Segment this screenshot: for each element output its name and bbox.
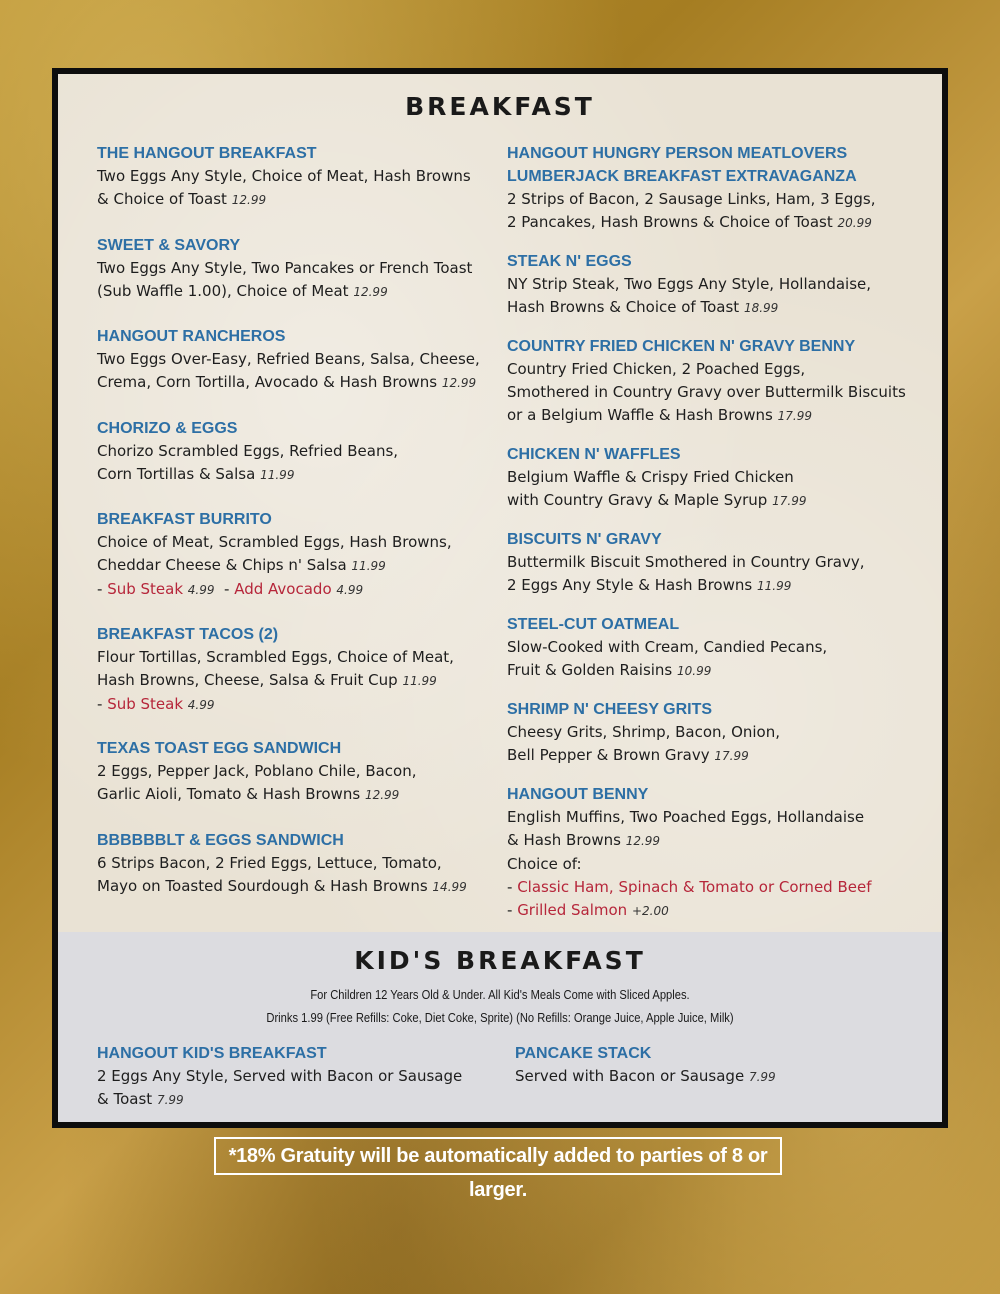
menu-item	[97, 508, 497, 623]
item-name: TEXAS TOAST EGG SANDWICH	[97, 740, 342, 757]
item-desc: Buttermilk Biscuit Smothered in Country Gravy, 2 Eggs Any Style & Hash Browns 11.99	[507, 553, 865, 594]
item-name: COUNTRY FRIED CHICKEN N' GRAVY BENNY	[507, 338, 856, 355]
item-price: 17.99	[777, 409, 812, 423]
item-desc: Belgium Waffle & Crispy Fried Chicken with Country Gravy & Maple Syrup 17.99	[507, 468, 807, 509]
menu-item	[507, 250, 927, 335]
item-name: HANGOUT BENNY	[507, 786, 649, 803]
menu-item	[97, 325, 497, 417]
item-price: 17.99	[714, 749, 749, 763]
item-name: HANGOUT RANCHEROS	[97, 328, 286, 345]
menu-item	[515, 1042, 915, 1089]
kids-note: For Children 12 Years Old & Under. All Kid's Meals Come with Sliced Apples.	[310, 987, 690, 1002]
item-price: 11.99	[351, 559, 386, 573]
item-price: 12.99	[353, 285, 388, 299]
item-name-line2: LUMBERJACK BREAKFAST EXTRAVAGANZA	[507, 168, 857, 185]
item-name: CHICKEN N' WAFFLES	[507, 446, 681, 463]
item-price: 10.99	[677, 664, 712, 678]
item-desc: Country Fried Chicken, 2 Poached Eggs, Smothered in Country Gravy over Buttermilk Biscuits or a Belgium Waffle & Hash Browns 17.99	[507, 360, 906, 424]
item-price: 12.99	[441, 376, 477, 390]
item-name: BBBBBBLT & EGGS SANDWICH	[97, 832, 344, 849]
menu-item	[97, 623, 497, 737]
choice-option: Grilled Salmon	[517, 901, 628, 919]
item-name: BREAKFAST BURRITO	[97, 511, 272, 528]
menu-item	[97, 417, 497, 508]
item-desc: 2 Eggs, Pepper Jack, Poblano Chile, Bacon, Garlic Aioli, Tomato & Hash Browns 12.99	[97, 762, 417, 803]
item-price: 11.99	[260, 468, 295, 482]
item-desc: NY Strip Steak, Two Eggs Any Style, Hollandaise, Hash Browns & Choice of Toast 18.99	[507, 275, 872, 316]
addon-label: Add Avocado	[234, 580, 332, 598]
kids-title: KID'S BREAKFAST	[354, 946, 646, 975]
item-price: 11.99	[756, 579, 792, 593]
menu-item	[507, 783, 927, 923]
item-name: CHORIZO & EGGS	[97, 420, 238, 437]
item-desc: Chorizo Scrambled Eggs, Refried Beans, Corn Tortillas & Salsa 11.99	[97, 442, 399, 483]
item-name: BREAKFAST TACOS (2)	[97, 626, 279, 643]
menu-item	[507, 335, 927, 443]
item-price: 12.99	[625, 834, 661, 848]
item-name: PANCAKE STACK	[515, 1045, 652, 1062]
item-price: 12.99	[231, 193, 267, 207]
menu-item	[507, 613, 927, 698]
item-price: 14.99	[432, 880, 467, 894]
item-name: SHRIMP N' CHEESY GRITS	[507, 701, 713, 718]
item-name: SWEET & SAVORY	[97, 237, 241, 254]
addon-label: Sub Steak	[107, 695, 184, 713]
breakfast-left-column	[97, 142, 497, 899]
item-desc: Choice of Meat, Scrambled Eggs, Hash Browns, Cheddar Cheese & Chips n' Salsa 11.99 - Sub Steak 4.99 - Add Avocado 4.99	[97, 533, 452, 598]
item-desc: Two Eggs Any Style, Two Pancakes or French Toast (Sub Waffle 1.00), Choice of Meat 12.99	[97, 259, 473, 300]
item-price: 7.99	[748, 1070, 776, 1084]
item-price: 18.99	[743, 301, 779, 315]
item-name: HANGOUT HUNGRY PERSON MEATLOVERS	[507, 145, 848, 162]
item-desc: 2 Eggs Any Style, Served with Bacon or Sausage & Toast 7.99	[97, 1067, 463, 1108]
item-price: 20.99	[837, 216, 872, 230]
menu-item	[97, 1042, 497, 1112]
choice-option: Classic Ham, Spinach & Tomato or Corned Beef	[517, 878, 872, 896]
menu-item	[507, 443, 927, 528]
item-desc: 6 Strips Bacon, 2 Fried Eggs, Lettuce, Tomato, Mayo on Toasted Sourdough & Hash Browns 14.99	[97, 854, 467, 895]
menu-item	[97, 142, 497, 234]
menu-item	[507, 698, 927, 783]
item-name: THE HANGOUT BREAKFAST	[97, 145, 317, 162]
item-desc: English Muffins, Two Poached Eggs, Hollandaise & Hash Browns 12.99 Choice of: - Classic Ham, Spinach & Tomato or Corned Beef - Grilled Salmon +2.00	[507, 808, 872, 919]
item-price: 11.99	[402, 674, 437, 688]
breakfast-title: BREAKFAST	[405, 92, 595, 121]
item-desc: Two Eggs Any Style, Choice of Meat, Hash Browns & Choice of Toast 12.99	[97, 167, 471, 208]
item-name: BISCUITS N' GRAVY	[507, 531, 662, 548]
item-desc: Two Eggs Over-Easy, Refried Beans, Salsa, Cheese, Crema, Corn Tortilla, Avocado & Hash Browns 12.99	[97, 350, 480, 391]
kids-section	[58, 932, 942, 1122]
menu-item	[97, 829, 497, 899]
menu-item	[507, 528, 927, 613]
item-desc: 2 Strips of Bacon, 2 Sausage Links, Ham, 3 Eggs, 2 Pancakes, Hash Browns & Choice of Toast 20.99	[507, 190, 876, 231]
item-name: STEAK N' EGGS	[507, 253, 632, 270]
item-price: 17.99	[772, 494, 807, 508]
breakfast-right-column	[507, 142, 927, 923]
menu-item	[507, 142, 927, 250]
kids-note: Drinks 1.99 (Free Refills: Coke, Diet Coke, Sprite) (No Refills: Orange Juice, Apple Juice, Milk)	[266, 1010, 734, 1025]
item-price: 12.99	[364, 788, 400, 802]
item-name: STEEL-CUT OATMEAL	[507, 616, 680, 633]
menu-panel	[52, 68, 948, 1128]
item-desc: Flour Tortillas, Scrambled Eggs, Choice of Meat, Hash Browns, Cheese, Salsa & Fruit Cup 11.99 - Sub Steak 4.99	[97, 648, 454, 713]
item-price: 7.99	[156, 1093, 184, 1107]
menu-item	[97, 234, 497, 325]
item-desc: Cheesy Grits, Shrimp, Bacon, Onion, Bell Pepper & Brown Gravy 17.99	[507, 723, 781, 764]
choice-label: Choice of:	[507, 855, 582, 873]
menu-item	[97, 737, 497, 829]
item-desc: Slow-Cooked with Cream, Candied Pecans, Fruit & Golden Raisins 10.99	[507, 638, 828, 679]
gratuity-notice: *18% Gratuity will be automatically added to parties of 8 or larger.	[214, 1137, 782, 1175]
item-desc: Served with Bacon or Sausage 7.99	[515, 1067, 776, 1085]
item-name: HANGOUT KID'S BREAKFAST	[97, 1045, 327, 1062]
addon-label: Sub Steak	[107, 580, 184, 598]
